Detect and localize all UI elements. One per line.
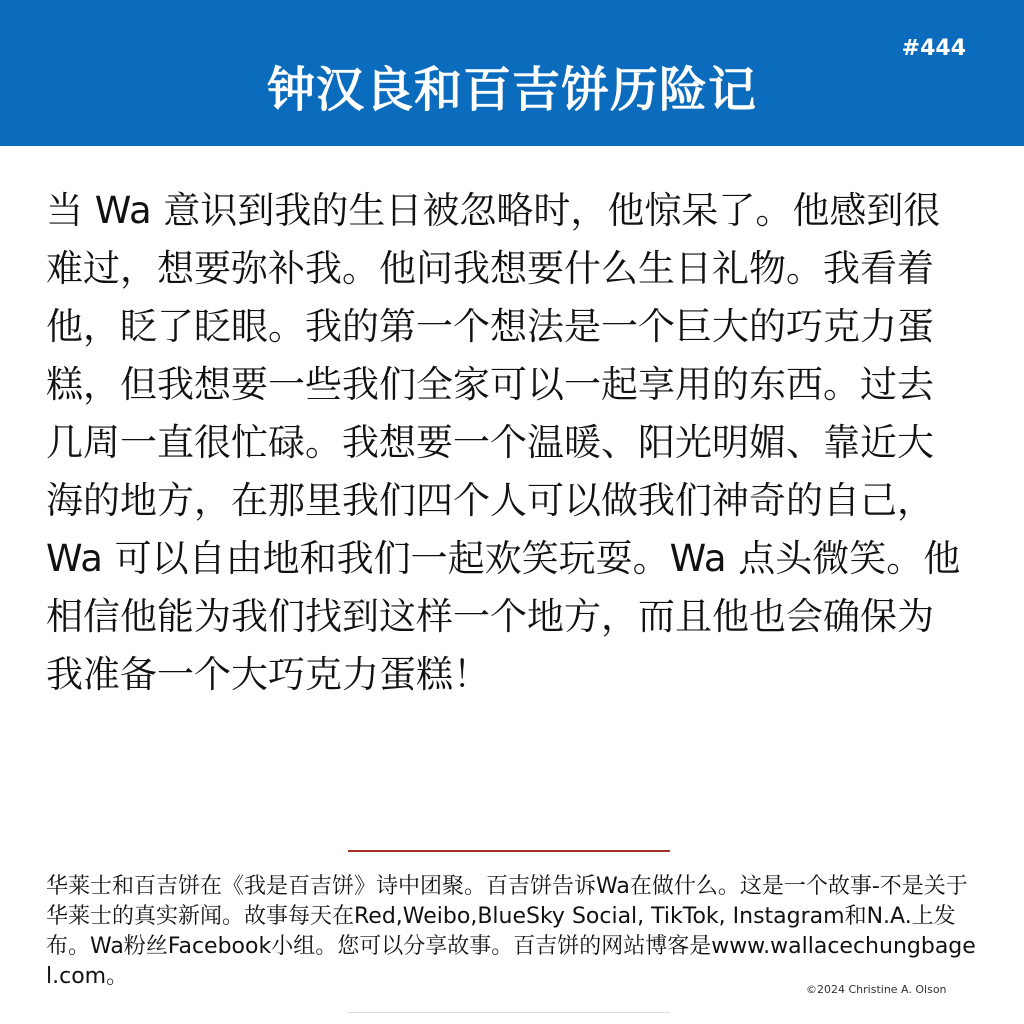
divider-line	[348, 850, 670, 852]
episode-number: #444	[901, 36, 966, 61]
footer-note: 华莱士和百吉饼在《我是百吉饼》诗中团聚。百吉饼告诉Wa在做什么。这是一个故事-不是关于华莱士的真实新闻。故事每天在Red,Weibo,BlueSky Social, TikTok, Instagram和N.A.上发布。Wa粉丝Facebook小组。您可以分享故事。百吉饼的网站博客是www.wallacechungbagel.com。	[46, 874, 976, 989]
bottom-divider	[348, 1012, 670, 1013]
header-banner	[0, 0, 1024, 146]
page-title: 钟汉良和百吉饼历险记	[266, 62, 757, 118]
copyright-text: ©2024 Christine A. Olson	[806, 983, 947, 996]
story-text: 当 Wa 意识到我的生日被忽略时，他惊呆了。他感到很难过，想要弥补我。他问我想要什么生日礼物。我看着他，眨了眨眼。我的第一个想法是一个巨大的巧克力蛋糕，但我想要一些我们全家可以一起享用的东西。过去几周一直很忙碌。我想要一个温暖、阳光明媚、靠近大海的地方，在那里我们四个人可以做我们神奇的自己，Wa 可以自由地和我们一起欢笑玩耍。Wa 点头微笑。他相信他能为我们找到这样一个地方，而且他也会确保为我准备一个大巧克力蛋糕！	[46, 189, 961, 696]
